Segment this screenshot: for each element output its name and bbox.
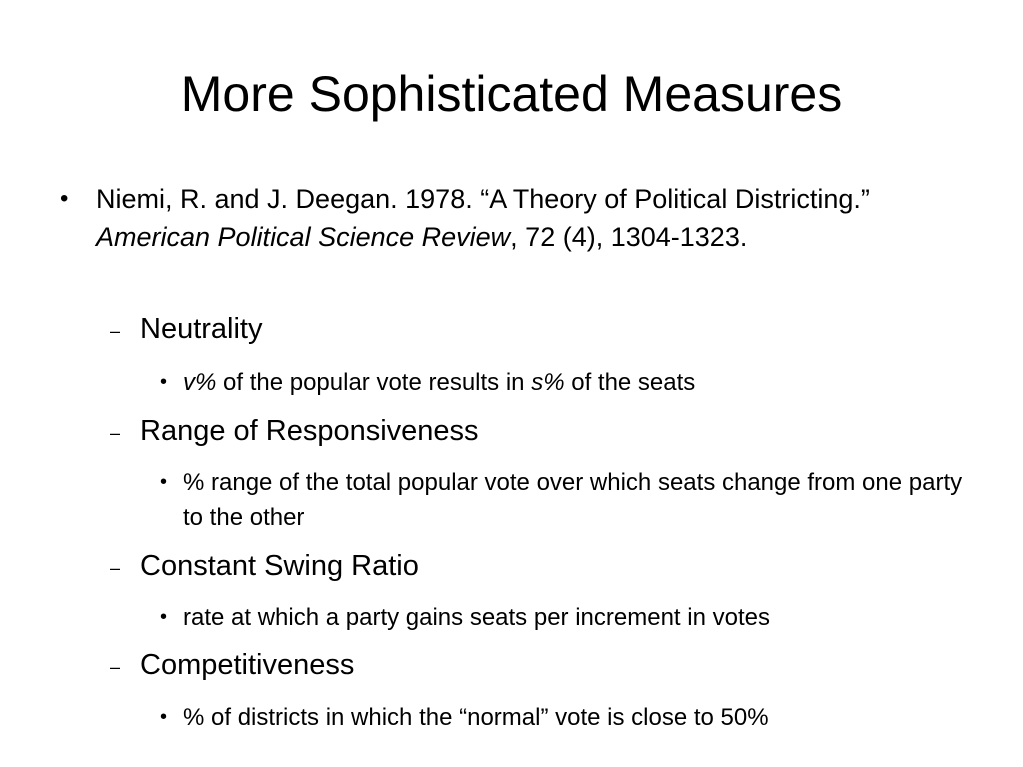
neutrality-detail	[183, 365, 963, 400]
citation-journal: American Political Science Review	[96, 222, 511, 252]
citation-bullet: •	[60, 185, 69, 212]
vote-share-symbol: v%	[183, 369, 217, 396]
seat-share-symbol: s%	[531, 369, 565, 396]
neutrality-text-2: of the seats	[564, 369, 696, 396]
section-heading-responsiveness: Range of Responsiveness	[140, 415, 479, 447]
neutrality-text-1: of the popular vote results in	[216, 369, 532, 396]
section-heading-competitiveness: Competitiveness	[140, 649, 355, 681]
swing-ratio-detail: rate at which a party gains seats per increment in votes	[183, 604, 770, 631]
sub-bullet-icon: •	[160, 706, 168, 728]
section-heading-neutrality: Neutrality	[140, 313, 263, 345]
dash-icon: –	[110, 558, 121, 578]
sub-bullet-icon: •	[160, 371, 168, 393]
citation-prefix: Niemi, R. and J. Deegan. 1978. “A Theory of Political Districting.”	[96, 184, 870, 214]
dash-icon: –	[110, 423, 121, 443]
slide-title: More Sophisticated Measures	[180, 66, 843, 122]
sub-bullet-icon: •	[160, 471, 168, 493]
dash-icon: –	[110, 657, 121, 677]
sub-bullet-icon: •	[160, 606, 168, 628]
citation-suffix: , 72 (4), 1304-1323.	[510, 222, 748, 252]
competitiveness-detail: % of districts in which the “normal” vote is close to 50%	[183, 704, 769, 731]
dash-icon: –	[110, 321, 121, 341]
responsiveness-detail: % range of the total popular vote over which seats change from one party to the other	[183, 469, 963, 531]
section-heading-swing-ratio: Constant Swing Ratio	[140, 550, 419, 582]
citation-text	[96, 180, 956, 256]
